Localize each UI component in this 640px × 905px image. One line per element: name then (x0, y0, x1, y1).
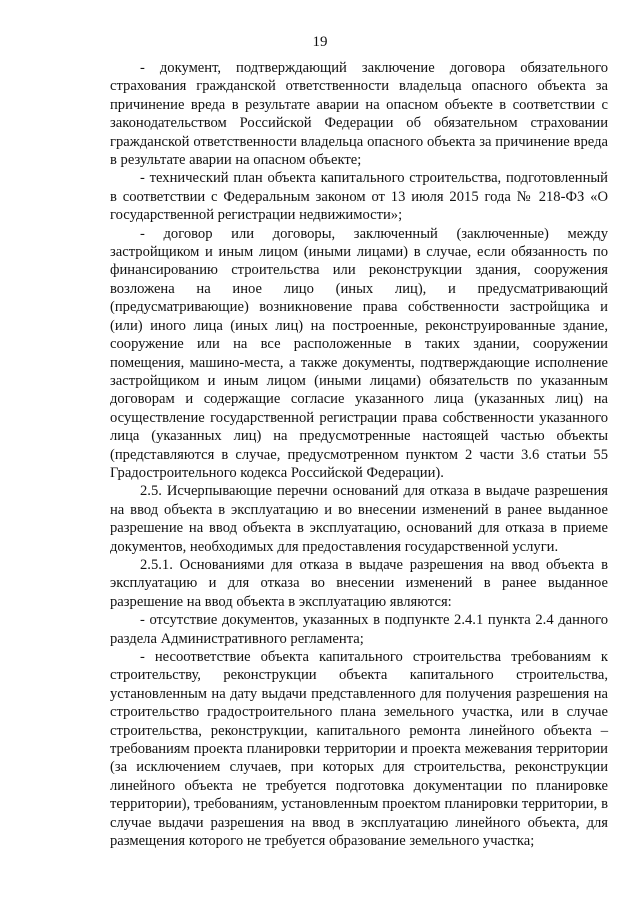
paragraph-section-2-5: 2.5. Исчерпывающие перечни оснований для отказа в выдаче разрешения на ввод объекта в эксплуатацию и во внесении изменений в ранее выданное разрешение на ввод объекта в эксплуатацию, оснований для отказа в приеме документов, необходимых для предоставления государственной услуги. (110, 483, 608, 555)
paragraph-section-2-5-1: 2.5.1. Основаниями для отказа в выдаче разрешения на ввод объекта в эксплуатацию и для отказа во внесении изменений в ранее выданное разрешение на ввод объекта в эксплуатацию являются: (110, 556, 608, 610)
paragraph-missing-documents: - отсутствие документов, указанных в подпункте 2.4.1 пункта 2.4 данного раздела Административного регламента; (110, 612, 608, 647)
paragraph-technical-plan: - технический план объекта капитального строительства, подготовленный в соответствии с Федеральным законом от 13 июля 2015 года № 218-ФЗ «О государственной регистрации недвижимости»; (110, 170, 608, 224)
paragraph-noncompliance: - несоответствие объекта капитального строительства требованиям к строительству, реконструкции объекта капитального строительства, установленным на дату выдачи представленного для получения разрешения на строительство градостроительного плана земельного участка, или в случае строительства, реконструкции, капитального ремонта линейного объекта – требованиям проекта планировки территории и проекта межевания территории (за исключением случаев, при которых для строительства, реконструкции линейного объекта не требуется подготовка документации по планировке территории), требованиям, установленным проектом планировки территории, в случае выдачи разрешения на ввод в эксплуатацию линейного объекта, для размещения которого не требуется образование земельного участка; (110, 649, 608, 850)
page-number: 19 (312, 34, 328, 50)
paragraph-financing-contracts: - договор или договоры, заключенный (заключенные) между застройщиком и иным лицом (иными лицами) в случае, если обязанность по финансированию строительства или реконструкции здания, сооружения возложена на иное лицо (иных лиц), и предусматривающий (предусматривающие) возникновение права собственности застройщика и (или) иного лица (иных лиц) на построенные, реконструированные здание, сооружение или на все расположенные в таких здании, сооружении помещения, машино-места, а также документы, подтверждающие исполнение застройщиком и иным лицом (иными лицами) обязательств по указанным договорам и содержащие согласие указанного лица (указанных лиц) на осуществление государственной регистрации права собственности указанного лица (указанных лиц) на предусмотренные настоящей частью объекты (представляются в случае, предусмотренном пунктом 2 части 3.6 статьи 55 Градостроительного кодекса Российской Федерации). (110, 225, 608, 481)
document-body (110, 59, 608, 850)
paragraph-insurance-document: - документ, подтверждающий заключение договора обязательного страхования гражданской ответственности владельца опасного объекта за причинение вреда в результате аварии на опасном объекте в соответствии с законодательством Российской Федерации об обязательном страховании гражданской ответственности владельца опасного объекта за причинение вреда в результате аварии на опасном объекте; (110, 60, 608, 169)
